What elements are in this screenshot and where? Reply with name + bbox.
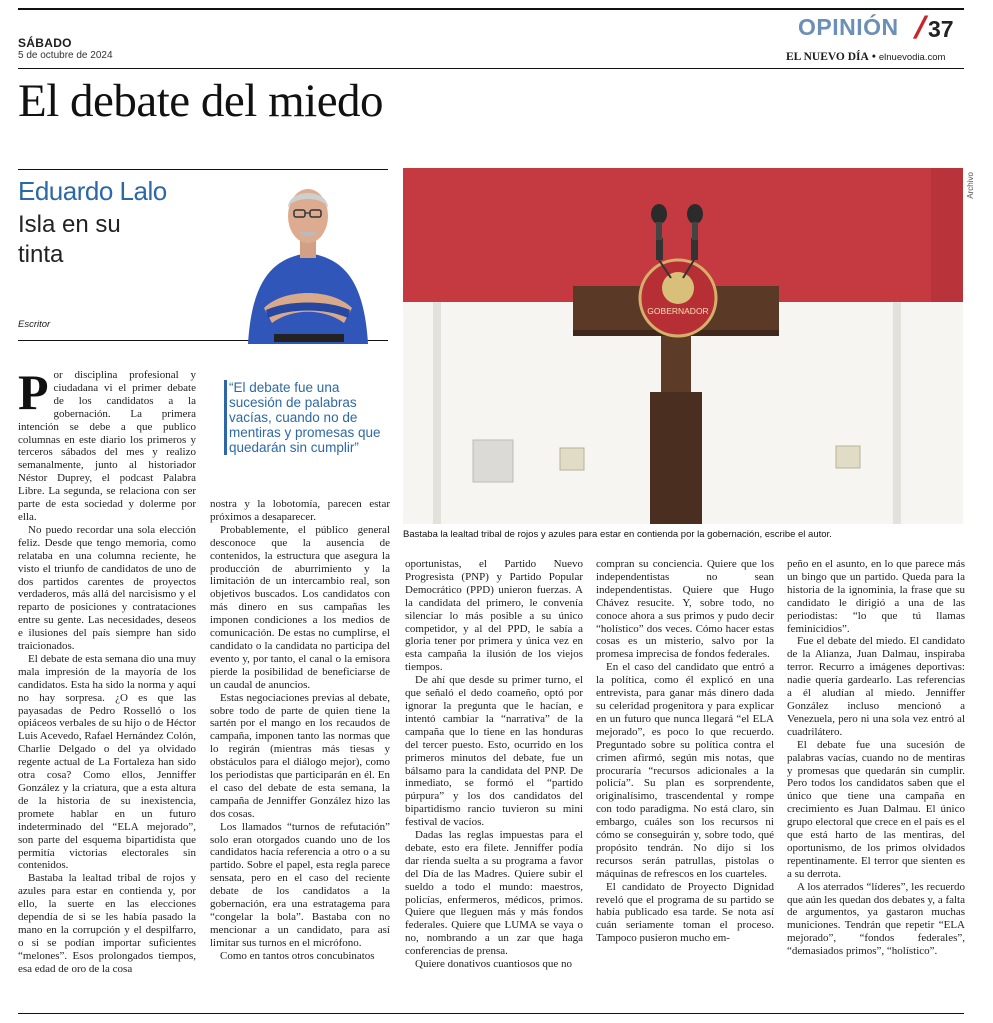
paragraph: peño en el asunto, en lo que parece más un bingo que un partido. Queda para la historia de la ignominia, la frase que su candidato le dirigió a una de las periodistas: “lo que tú llamas feminicidios”.	[787, 558, 965, 635]
body-column-5	[787, 558, 965, 958]
top-rule	[18, 8, 964, 10]
paragraph: El debate de esta semana dio una muy mala impresión de la mayoría de los candidatos. Esta ha sido la norma y aquí no hay sorpresa. ¿O es que las payasadas de Pedro Rosselló o los opiáceos verbales de su hijo o de Héctor Luis Acevedo, Rafael Hernández Colón, Charlie Delgado o del ya olvidado regente actual de La Fortaleza han sido otra cosa? Como ellos, Jenniffer González y la criatura, que a esta altura de la historia de su inexistencia, promete hablar en un futuro indeterminado del “ELA mejorado”, son parte del esquema bipartidista que permitía victorias electorales sin contenidos.	[18, 652, 196, 872]
body-column-2	[210, 498, 390, 963]
body-column-4	[596, 558, 774, 945]
bottom-rule	[18, 1013, 964, 1014]
author-name: Eduardo Lalo	[18, 176, 167, 206]
section-separator: /	[910, 10, 931, 45]
body-column-1	[18, 364, 196, 976]
pull-quote: “El debate fue una sucesión de palabras vacías, cuando no de mentiras y promesas que quedarán sin cumplir”	[224, 380, 389, 455]
masthead-dot: •	[871, 51, 876, 63]
paragraph-text: or disciplina profesional y ciudadana vi el primer debate de los candidatos a la gobernación. La primera intención se debe a que publico columnas en este diario los primeros y terceros sábados del mes y realizo semanalmente, junto al historiador Néstor Duprey, el podcast Palabra Libre. La segunda, se relaciona con ser parte de esta sociedad y dolerme por ella.	[18, 369, 196, 523]
masthead-name: EL NUEVO DÍA	[786, 51, 869, 63]
paragraph: Quiere donativos cuantiosos que no	[415, 958, 573, 971]
paragraph: Fue el debate del miedo. El candidato de la Alianza, Juan Dalmau, inspiraba terror. Recurro a imágenes deportivas: nadie quería gardearlo. Las referencias a él aludían al miedo. Jenniffer González incluso mencionó a Venezuela, pero ni una sola vez entró al cuadrilátero.	[787, 635, 965, 738]
paragraph: Bastaba la lealtad tribal de rojos y azules para estar en contienda y, por ello, la suerte en las elecciones dependía de si se les había pasado la mano en la corrupción y el despilfarro, o si se podían importar suficientes “melones”. Esos prolongados tiempos, esa edad de oro de la cosa	[18, 872, 196, 975]
paragraph: De ahí que desde su primer turno, el que señaló el dedo coameño, optó por ignorar la pregunta que le hacían, e intentó cambiar la “narrativa” de la campaña que lo tiene en las honduras del tercer puesto. Esto, ocurrido en los primeros minutos del debate, fue un bálsamo para la candidata del PNP. De inmediato, se formó el “partido púrpura” y los dos candidatos del bipartidismo rancio tuvieron su mini festival de vacíos.	[405, 674, 583, 829]
paragraph: Estas negociaciones previas al debate, sobre todo de parte de quien tiene la sartén por el mango en los recaudos de campaña, imponen tanto las normas que lo regirán (mientras más tiesas y obstáculos para el diálogo mejor), como los periodistas que participarán en él. En el caso del debate de esta semana, la campaña de Jenniffer González hizo las dos cosas.	[210, 691, 390, 820]
paragraph: nostra y la lobotomía, parecen estar próximos a desaparecer.	[210, 498, 390, 523]
paragraph: Dadas las reglas impuestas para el debate, esto era filete. Jenniffer podía dar rienda suelta a su programa a favor del Día de las Madres. Quiere subir el sueldo a todo el mundo: maestros, policías, enfermeros, médicos, primos. Quiere que lleguen más y más fondos federales. Quiere que LUMA se vaya o no, nombrando a un zar que haga conferencias de prensa.	[405, 829, 583, 958]
drop-cap: P	[18, 364, 49, 420]
paragraph: A los aterrados “líderes”, les recuerdo que aún les quedan dos debates y, a falta de argumentos, ya gastaron muchas municiones. Tendrán que repetir “ELA mejorado”, “fondos federales”, “demasiados primos”, “holístico”.	[787, 880, 965, 958]
paragraph: En el caso del candidato que entró a la política, como él explicó en una entrevista, para ganar más dinero dada su celeridad progenitora y para explicar en un futuro que nunca llegará “el ELA mejorado”, es poco lo que recuerdo. Preguntado sobre su política contra el crimen afirmó, según mis notas, que procuraría “recursos adicionales a la policía”. Su plan es sorprendente, originalísimo, trascendental y rompe con todo paradigma. No está claro, sin embargo, cuáles son los recursos ni cómo se conseguirán y, sobre todo, qué propósito tendrán. No dijo si los recursos serán patrullas, pistolas o máquinas de refrescos en los cuarteles.	[596, 661, 774, 880]
header-rule	[18, 68, 964, 69]
author-role: Escritor	[18, 319, 51, 330]
day-label: SÁBADO	[18, 36, 72, 50]
paragraph: Como en tantos otros concubinatos	[220, 949, 375, 962]
podium-photo	[403, 168, 963, 524]
paragraph	[18, 364, 196, 524]
paragraph: El candidato de Proyecto Dignidad reveló que el programa de su partido se había publicado esa tarde. Se nota así cuán seriamente toman el proceso. Tampoco pusieron mucho em-	[596, 880, 774, 945]
paragraph: oportunistas, el Partido Nuevo Progresista (PNP) y Partido Popular Democrático (PPD) unieron fuerzas. A la candidata del primero, le convenía silenciar lo más posible a su único competidor, y al del PPD, le sabía a gloria tener por primera y única vez en esta campaña la ilusión de los viejos tiempos.	[405, 558, 583, 674]
author-portrait	[244, 158, 372, 344]
paragraph: compran su conciencia. Quiere que los independentistas no sean independentistas. Quiere que Hugo Chávez resucite. Y, sobre todo, no conoce ahora a sus primos y pudo decir “holístico” dos veces. Cómo hacer estas cosas es un misterio, salvo por la promesa imprecisa de fondos federales.	[596, 558, 774, 661]
page-number: 37	[928, 16, 954, 42]
paragraph: No puedo recordar una sola elección feliz. Desde que tengo memoria, como relataba en una columna reciente, he visto el triunfo de candidatos de uno de dos partidos carentes de proyectos verdaderos, más allá del narcisismo y el reparto de posiciones y contrataciones entre su gente. Las necesidades, deseos e ilusiones del país siempre han sido traicionados.	[18, 523, 196, 653]
podium-text: GOBERNADOR	[647, 306, 709, 316]
photo-credit: Archivo	[966, 172, 975, 199]
website-link[interactable]: elnuevodia.com	[878, 52, 946, 63]
photo-caption: Bastaba la lealtad tribal de rojos y azules para estar en contienda por la gobernación, escribe el autor.	[403, 529, 832, 540]
paragraph: Los llamados “turnos de refutación” solo eran otorgados cuando uno de los candidatos hacía referencia a otro o a su partido. Sobre el papel, esta regla parece sensata, pero en el caso del reciente debate de los candidatos a la gobernación, era una estratagema para “congelar la bola”. Bastaba con no mencionar a un candidato, para así limitar sus turnos en el micrófono.	[210, 820, 390, 949]
headline: El debate del miedo	[18, 75, 384, 127]
body-column-3	[405, 558, 583, 971]
paragraph: El debate fue una sucesión de palabras vacías, cuando no de mentiras y promesas que quedarán sin cumplir. Pero todos los candidatos saben que el único que tiene una campaña en crecimiento es Juan Dalmau. El único grupo electoral que crece en el país es el que está harto de las mentiras, del oportunismo, de los primos olvidados repentinamente. El terror que sienten es a su derrota.	[787, 738, 965, 880]
section-label: OPINIÓN	[798, 14, 899, 40]
column-name: Isla en su tinta	[18, 211, 121, 268]
paragraph: Probablemente, el público general desconoce que la ausencia de contenidos, la estructura que asegura la producción de aburrimiento y la limitación de un intercambio real, son objetivos buscados. Los candidatos con más dinero en sus campañas les imponen condiciones a los medios de comunicación. De estas no cumplirse, el candidato o la candidata no participa del evento y, por tanto, el canal o la emisora pierde la posibilidad de beneficiarse de un caudal de anuncios.	[210, 523, 390, 691]
masthead	[786, 51, 945, 63]
date-label: 5 de octubre de 2024	[18, 50, 113, 61]
